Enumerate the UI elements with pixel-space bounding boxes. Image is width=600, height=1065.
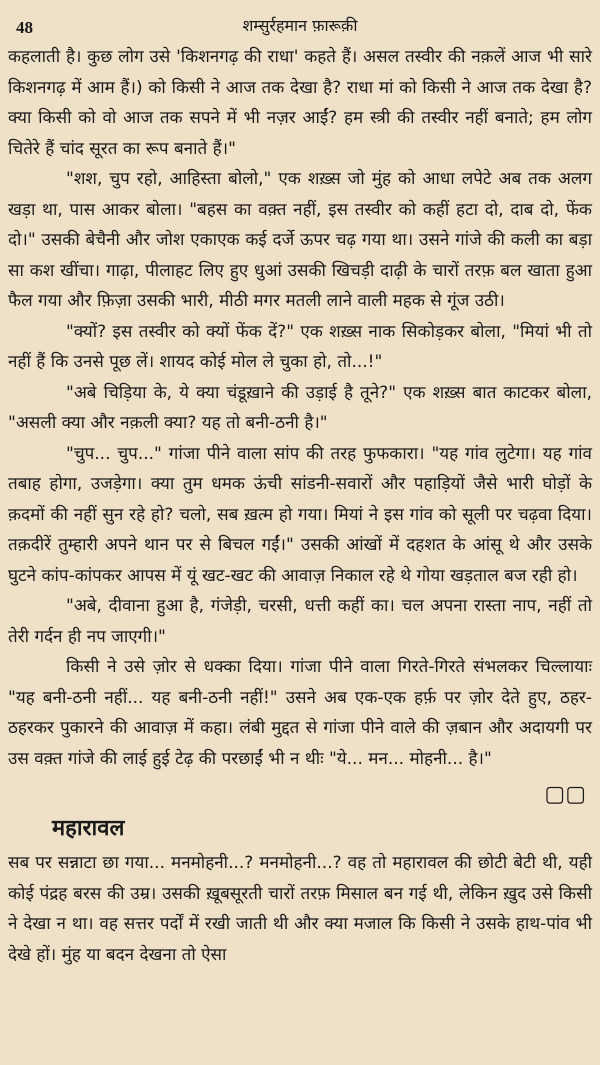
- page-number: 48: [16, 18, 33, 37]
- paragraph: "क्यों? इस तस्वीर को क्यों फेंक दें?" एक शख़्स नाक सिकोड़कर बोला, "मियां भी तो नहीं हैं कि उनसे पूछ लें। शायद कोई मोल ले चुका हो, तो...!": [8, 321, 592, 372]
- paragraph: "अबे, दीवाना हुआ है, गंजेड़ी, चरसी, धत्ती कहीं का। चल अपना रास्ता नाप, नहीं तो तेरी गर्दन ही नप जाएगी।": [8, 596, 592, 647]
- page-header: [8, 0, 592, 42]
- body-text: [8, 42, 592, 774]
- paragraph: "शश, चुप रहो, आहिस्ता बोलो," एक शख़्स जो मुंह को आधा लपेटे अब तक अलग खड़ा था, पास आकर बोला। "बहस का वक़्त नहीं, इस तस्वीर को कहीं हटा दो, दाब दो, फेंक दो।" उसकी बेचैनी और जोश एकाएक कई दर्जे ऊपर चढ़ गया था। उसने गांजे की कली का बड़ा सा कश खींचा। गाढ़ा, पीलाहट लिए हुए धुआं उसकी खिचड़ी दाढ़ी के चारों तरफ़ बल खाता हुआ फैल गया और फ़िज़ा उसकी भारी, मीठी मगर मतली लाने वाली महक से गूंज उठी।: [8, 169, 592, 311]
- section-body-text: [8, 848, 592, 970]
- paragraph: कहलाती है। कुछ लोग उसे 'किशनगढ़ की राधा' कहते हैं। असल तस्वीर की नक़लें आज भी सारे किशनगढ़ में आम हैं।) को किसी ने आज तक देखा है? राधा मां को किसी ने आज तक देखा है? क्या किसी को वो आज तक सपने में भी नज़र आईं? हम स्त्री की तस्वीर नहीं बनाते; हम लोग चितेरे हैं चांद सूरत का रूप बनाते हैं।": [8, 47, 592, 159]
- paragraph: "अबे चिड़िया के, ये क्या चंडूख़ाने की उड़ाई है तूने?" एक शख़्स बात काटकर बोला, "असली क्या और नक़ली क्या? यह तो बनी-ठनी है।": [8, 382, 592, 433]
- paragraph: सब पर सन्नाटा छा गया... मनमोहनी...? मनमोहनी...? वह तो महारावल की छोटी बेटी थी, यही कोई पंद्रह बरस की उम्र। उसकी ख़ूबसूरती चारों तरफ़ मिसाल बन गई थी, लेकिन ख़ुद उसे किसी ने देखा न था। वह सत्तर पर्दों में रखी जाती थी और क्या मजाल कि किसी ने उसके हाथ-पांव भी देखे हों। मुंह या बदन देखना तो ऐसा: [8, 853, 592, 965]
- section-break-ornament: ▢▢: [544, 782, 586, 807]
- paragraph: किसी ने उसे ज़ोर से धक्का दिया। गांजा पीने वाला गिरते-गिरते संभलकर चिल्लायाः "यह बनी-ठनी नहीं... यह बनी-ठनी नहीं!" उसने अब एक-एक हर्फ़ पर ज़ोर देते हुए, ठहर-ठहरकर पुकारने की आवाज़ में कहा। लंबी मुद्दत से गांजा पीने वाले की ज़बान और अदायगी पर उस वक़्त गांजे की लाई हुई टेढ़ की परछाईं भी न थीः "ये... मन... मोहनी... है।": [8, 657, 592, 769]
- paragraph: "चुप... चुप..." गांजा पीने वाला सांप की तरह फुफकारा। "यह गांव लुटेगा। यह गांव तबाह होगा, उजड़ेगा। क्या तुम धमक ऊंची सांडनी-सवारों और पहाड़ियों जैसे भारी घोड़ों के क़दमों की नहीं सुन रहे हो? चलो, सब ख़त्म हो गया। मियां ने इस गांव को सूली पर चढ़वा दिया। तक़दीरें तुम्हारी अपने थान पर से बिचल गईं।" उसकी आंखों में दहशत के आंसू थे और उसके घुटने कांप-कांपकर आपस में यूं खट-खट की आवाज़ निकाल रहे थे गोया खड़ताल बज रही हो।: [8, 443, 592, 586]
- running-head-author: शम्सुर्रहमान फ़ारूक़ी: [242, 16, 358, 35]
- section-title: महारावल: [52, 816, 125, 841]
